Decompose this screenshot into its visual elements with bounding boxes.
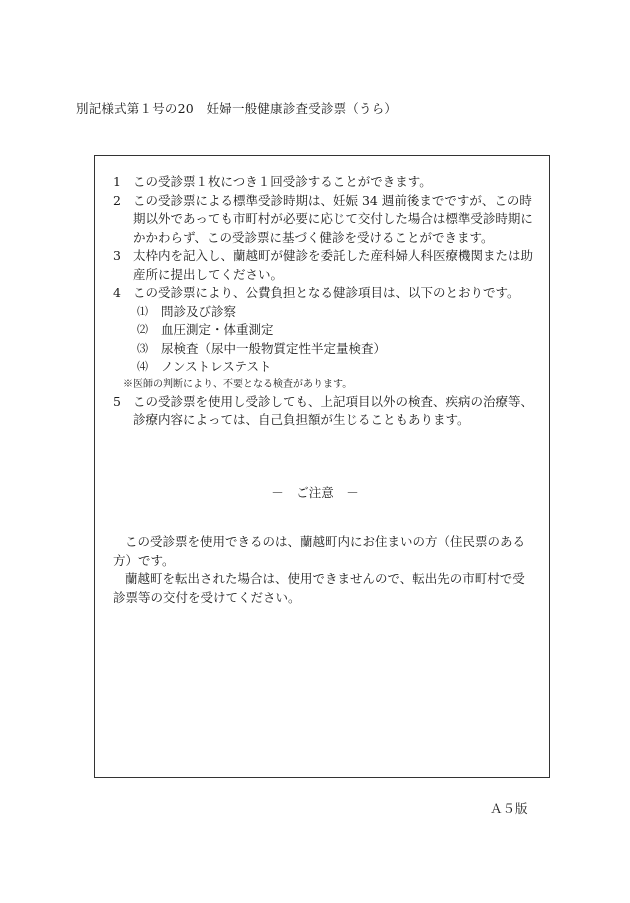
caution-section (113, 533, 537, 607)
item-number: 1 (113, 174, 121, 189)
item-number: 5 (113, 393, 121, 409)
instructions-list (113, 173, 535, 430)
subitem-text: 尿検査（尿中一般物質定性半定量検査） (161, 340, 387, 356)
subitem-number: ⑶ (137, 341, 148, 355)
instruction-item-2 (113, 192, 535, 248)
item-number: 2 (113, 192, 121, 208)
subitem-number: ⑵ (137, 323, 148, 336)
item-number: 3 (113, 248, 121, 263)
subitem-text: 血圧測定・体重測定 (161, 322, 274, 337)
item-text: この受診票による標準受診時期は、妊娠 34 週前後までですが、この時期以外であっても市町村が必要に応じて交付した場合は標準受診時期にかかわらず、この受診票に基づく健診を受けることができます。 (133, 192, 533, 245)
instruction-item-5 (113, 393, 535, 430)
subitem-text: ノンストレステスト (161, 359, 272, 374)
item-text: この受診票により、公費負担となる健診項目は、以下のとおりです。 (133, 285, 520, 300)
checkup-subitem-1 (113, 303, 535, 322)
checkup-subitem-3 (113, 340, 535, 359)
instruction-item-3 (113, 247, 535, 284)
subitem-number: ⑷ (137, 360, 148, 373)
item-text: この受診票を使用し受診しても、上記項目以外の検査、疾病の治療等、診療内容によっては、自己負担額が生じることもあります。 (133, 393, 534, 427)
form-title: 別記様式第１号の20 妊婦一般健康診査受診票（うら） (76, 101, 398, 116)
doctor-judgement-note: ※医師の判断により、不要となる検査があります。 (123, 378, 353, 390)
item-text: この受診票１枚につき１回受診することができます。 (133, 174, 432, 189)
subitem-number: ⑴ (137, 304, 148, 318)
instruction-item-1 (113, 173, 535, 192)
item-text: 太枠内を記入し、蘭越町が健診を委託した産科婦人科医療機関または助産所に提出してください。 (133, 248, 534, 282)
checkup-subitem-4 (113, 358, 535, 377)
caution-paragraph: この受診票を使用できるのは、蘭越町内にお住まいの方（住民票のある方）です。 (113, 534, 526, 568)
instruction-item-4 (113, 284, 535, 303)
caution-heading: － ご注意 － (271, 485, 359, 500)
caution-paragraph: 蘭越町を転出された場合は、使用できませんので、転出先の市町村で受診票等の交付を受けてください。 (113, 571, 525, 605)
item-number: 4 (113, 285, 121, 300)
subitem-text: 問診及び診察 (161, 303, 237, 319)
checkup-subitem-2 (113, 321, 535, 340)
paper-size-label: Ａ５版 (490, 801, 528, 816)
